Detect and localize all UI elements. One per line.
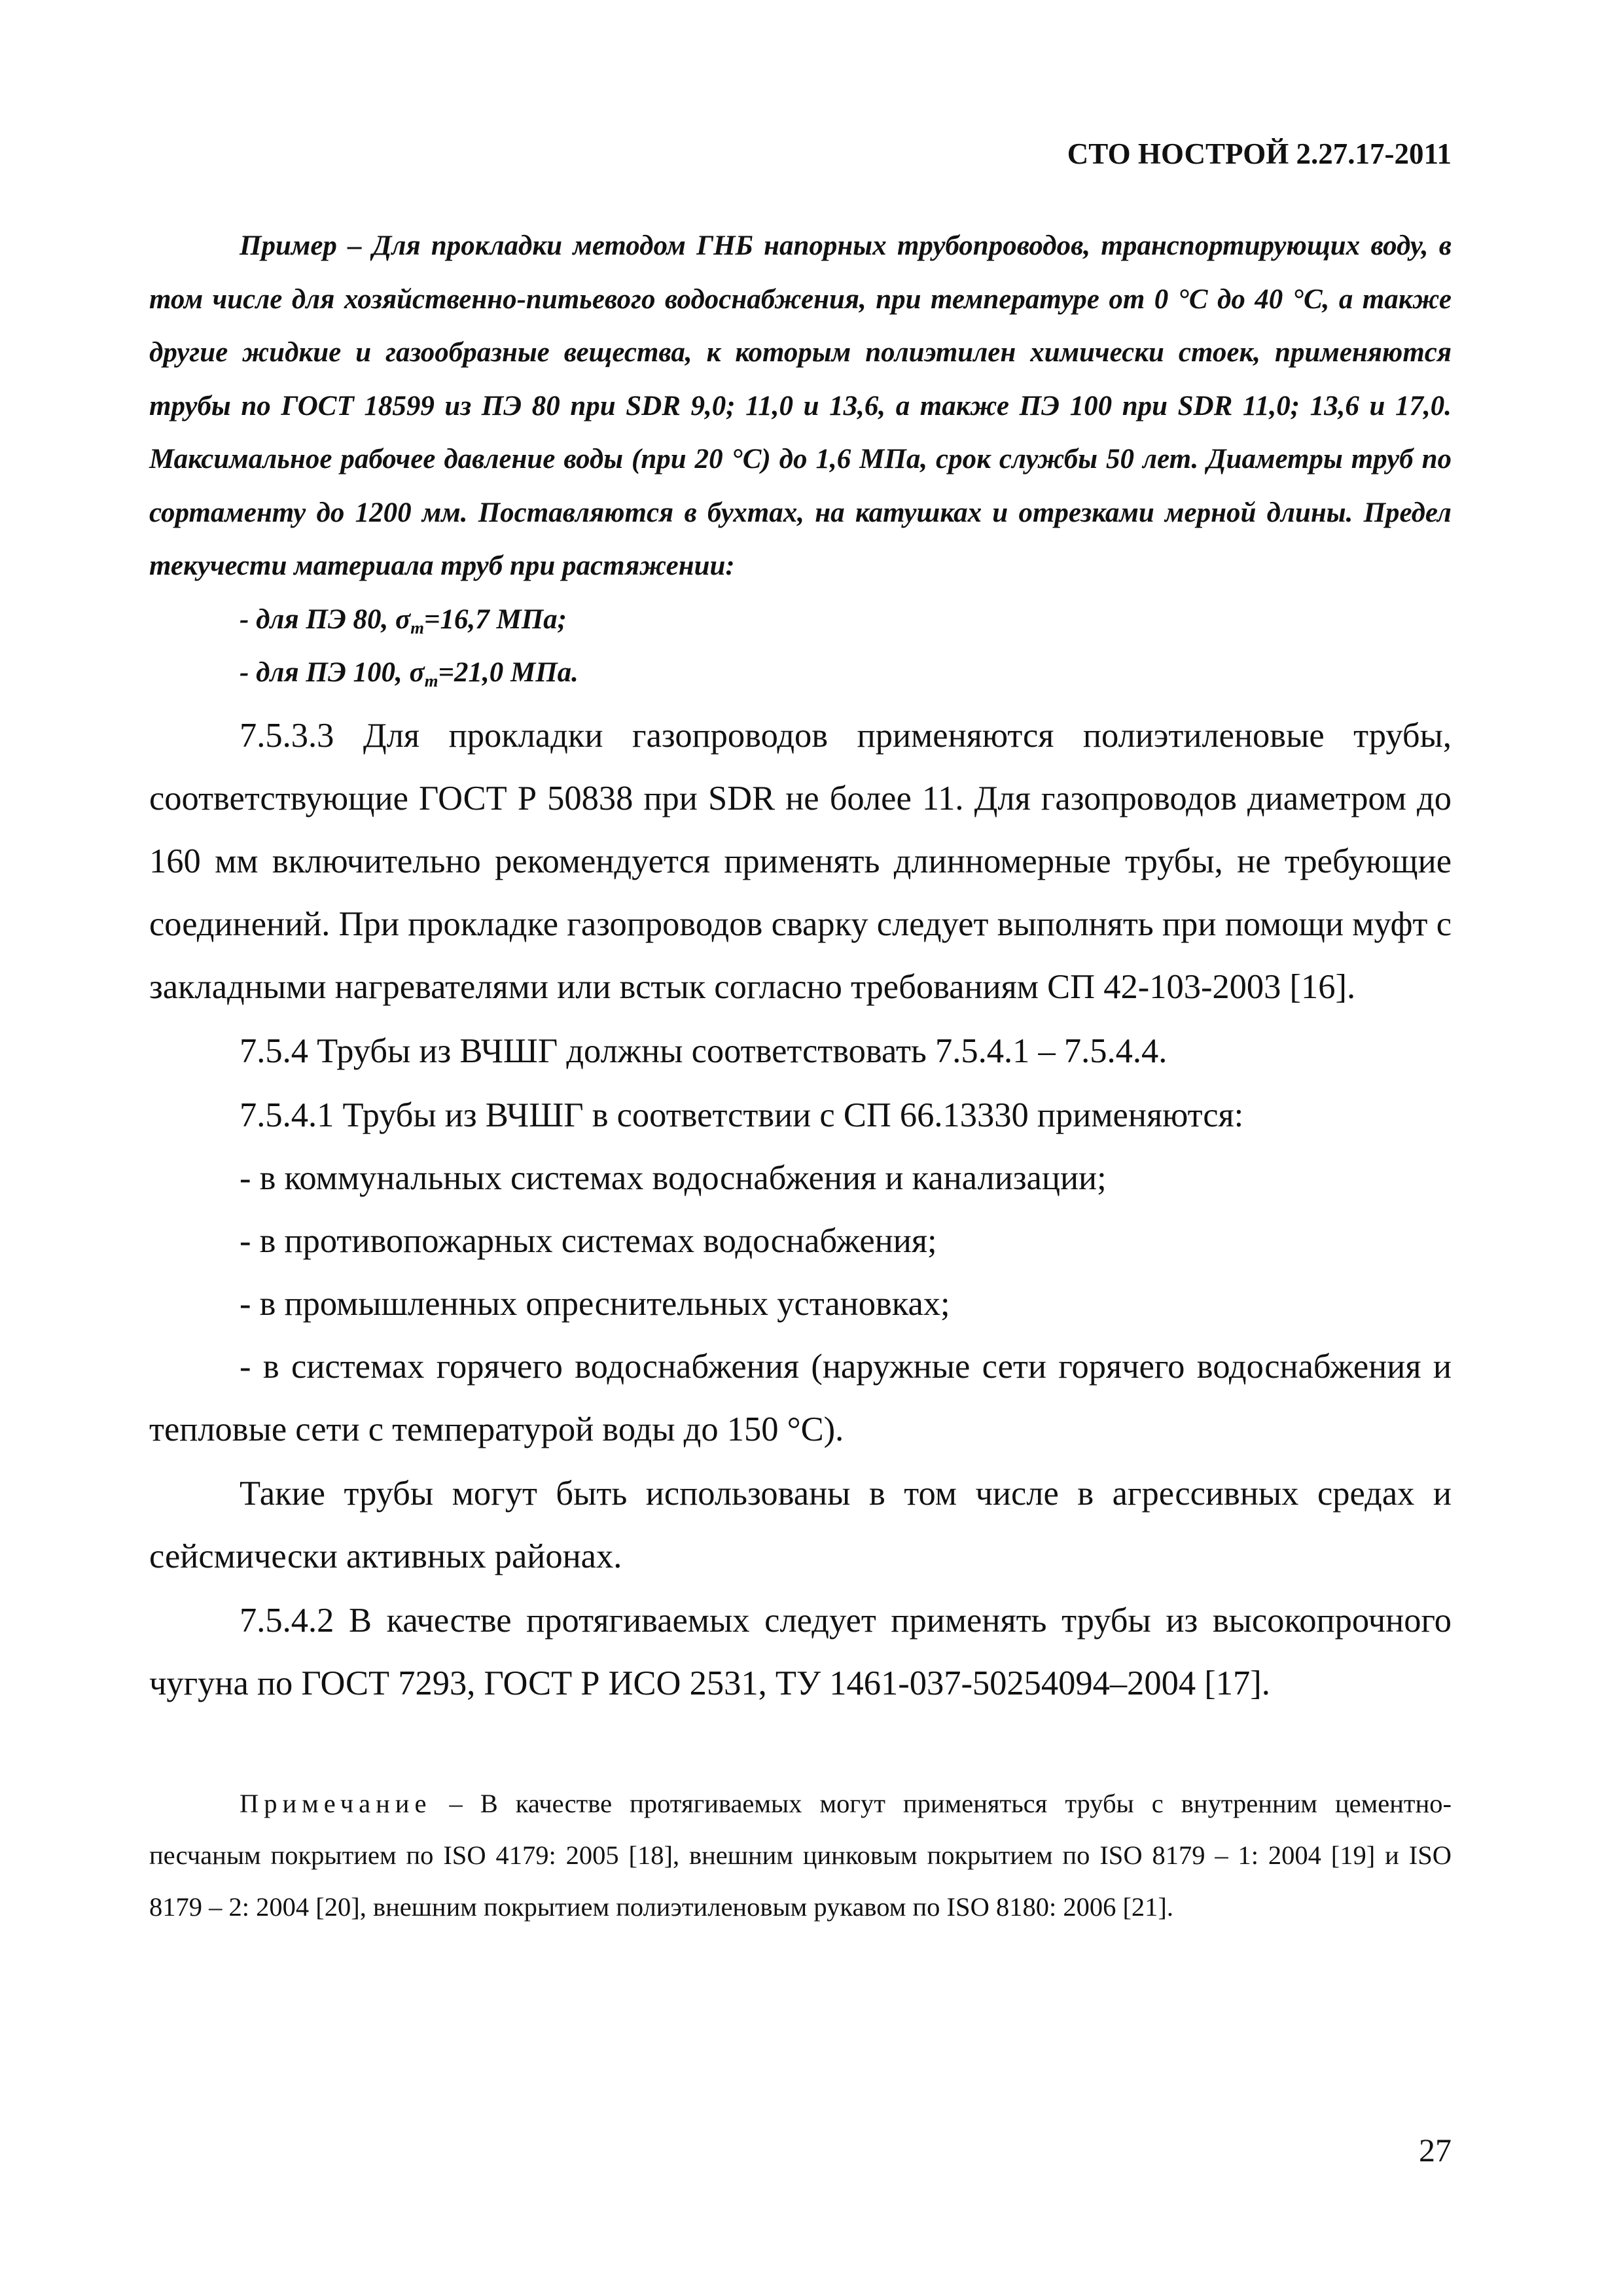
note-block — [149, 1778, 1452, 1933]
clause-7-5-4-2: 7.5.4.2 В качестве протягиваемых следует применять трубы из высокопрочного чугуна по ГОСТ 7293, ГОСТ Р ИСО 2531, ТУ 1461-037-50254094–2004 [17]. — [149, 1602, 1452, 1702]
note-label: Примечание — [240, 1789, 432, 1818]
example-item-pe100 — [149, 646, 1452, 700]
clause-7-5-4: 7.5.4 Трубы из ВЧШГ должны соответствовать 7.5.4.1 – 7.5.4.4. — [240, 1032, 1168, 1070]
list-item: - в коммунальных системах водоснабжения и канализации; — [240, 1159, 1107, 1197]
document-code-header: СТО НОСТРОЙ 2.27.17-2011 — [1067, 137, 1452, 170]
sigma-subscript: т — [424, 670, 438, 691]
aggressive-media-paragraph: Такие трубы могут быть использованы в том числе в агрессивных средах и сейсмически активных районах. — [149, 1475, 1452, 1575]
example-item-prefix: - для ПЭ 100, σ — [240, 657, 425, 688]
example-item-value: =16,7 МПа; — [423, 603, 567, 635]
example-block — [149, 219, 1452, 700]
example-paragraph: Пример – Для прокладки методом ГНБ напорных трубопроводов, транспортирующих воду, в том числе для хозяйственно-питьевого водоснабжения, при температуре от 0 °С до 40 °С, а также другие жидкие и газообразные вещества, к которым полиэтилен химически стоек, применяются трубы по ГОСТ 18599 из ПЭ 80 при SDR 9,0; 11,0 и 13,6, а также ПЭ 100 при SDR 11,0; 13,6 и 17,0. Максимальное рабочее давление воды (при 20 °С) до 1,6 МПа, срок службы 50 лет. Диаметры труб по сортаменту до 1200 мм. Поставляются в бухтах, на катушках и отрезками мерной длины. Предел текучести материала труб при растяжении: — [149, 230, 1452, 581]
clause-7-5-3-3: 7.5.3.3 Для прокладки газопроводов применяются полиэтиленовые трубы, соответствующие ГОСТ Р 50838 при SDR не более 11. Для газопроводов диаметром до 160 мм включительно рекомендуется применять длинномерные трубы, не требующие соединений. При прокладке газопроводов сварку следует выполнять при помощи муфт с закладными нагревателями или встык согласно требованиям СП 42-103-2003 [16]. — [149, 717, 1452, 1006]
note-text: – В качестве протягиваемых могут применяться трубы с внутренним цементно-песчаным покрытием по ISO 4179: 2005 [18], внешним цинковым покрытием по ISO 8179 – 1: 2004 [19] и ISO 8179 – 2: 2004 [20], внешним покрытием полиэтиленовым рукавом по ISO 8180: 2006 [21]. — [149, 1789, 1452, 1922]
main-text — [149, 704, 1452, 1715]
list-item: - в промышленных опреснительных установках; — [240, 1285, 950, 1323]
example-item-pe80 — [149, 593, 1452, 647]
list-item: - в системах горячего водоснабжения (наружные сети горячего водоснабжения и тепловые сети с температурой воды до 150 °С). — [149, 1348, 1452, 1448]
list-item: - в противопожарных системах водоснабжения; — [240, 1222, 937, 1260]
sigma-subscript: т — [410, 617, 424, 637]
example-item-value: =21,0 МПа. — [438, 657, 579, 688]
page-number: 27 — [1419, 2132, 1452, 2168]
clause-7-5-4-1: 7.5.4.1 Трубы из ВЧШГ в соответствии с СП 66.13330 применяются: — [240, 1096, 1244, 1134]
example-item-prefix: - для ПЭ 80, σ — [240, 603, 411, 635]
